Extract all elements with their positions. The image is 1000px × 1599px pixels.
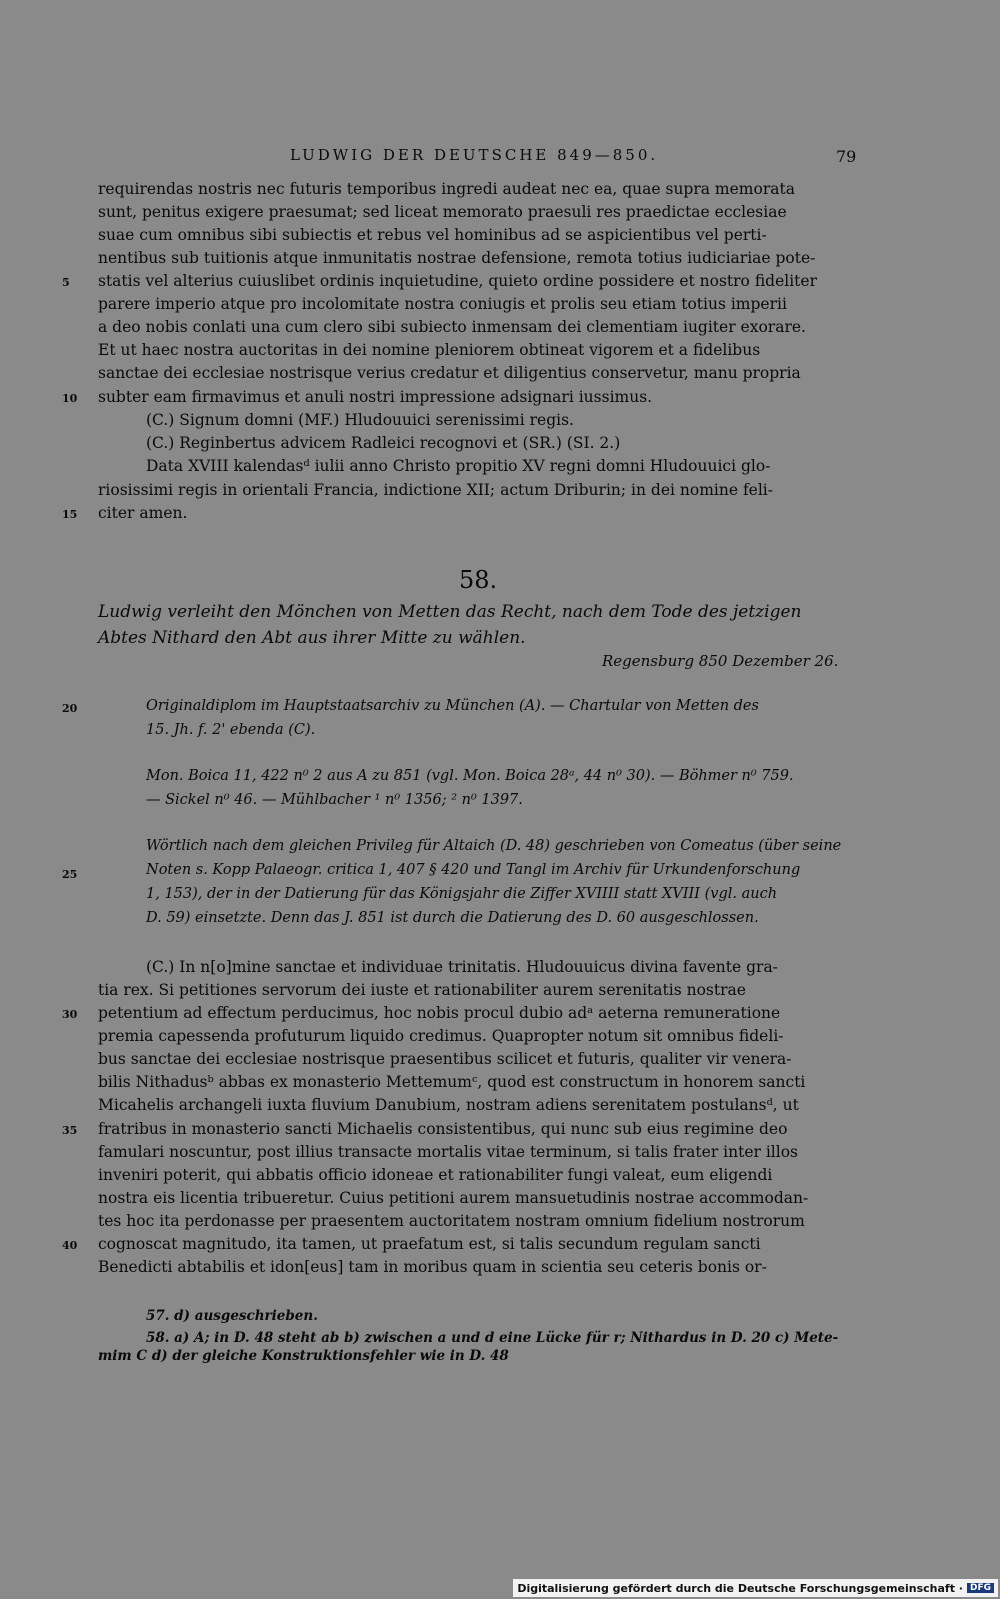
note-line: Mon. Boica 11, 422 n⁰ 2 aus A zu 851 (vgl. Mon. Boica 28ᵃ, 44 n⁰ 30). — Böhmer n⁰ 759. (146, 768, 794, 784)
line-number: 35 (62, 1124, 78, 1137)
page-number: 79 (836, 147, 857, 166)
note-line: 15. Jh. f. 2' ebenda (C). (146, 722, 316, 738)
line-number: 15 (62, 508, 78, 521)
running-header (0, 146, 1000, 170)
body-line: Micahelis archangeli iuxta fluvium Danubium, nostram adiens serenitatem postulansᵈ, ut (98, 1096, 799, 1114)
credit-text: Digitalisierung gefördert durch die Deutsche Forschungsgemeinschaft · (517, 1581, 963, 1595)
regest-title: Ludwig verleiht den Mönchen von Metten das Recht, nach dem Tode des jetzigen (98, 602, 802, 622)
body-line: tes hoc ita perdonasse per praesentem auctoritatem nostram omnium fidelium nostrorum (98, 1212, 805, 1230)
dfg-logo: DFG (967, 1583, 994, 1593)
body-line: nostra eis licentia tribueretur. Cuius petitioni aurem mansuetudinis nostrae accommodan- (98, 1189, 809, 1207)
body-line: Benedicti abtabilis et idon[eus] tam in moribus quam in scientia seu ceteris bonis or- (98, 1258, 767, 1276)
text-line: sunt, penitus exigere praesumat; sed liceat memorato praesuli res praedictae ecclesiae (98, 203, 787, 221)
body-line: premia capessenda profuturum liquido credimus. Quapropter notum sit omnibus fideli- (98, 1027, 784, 1045)
body-line: inveniri poterit, qui abbatis officio idoneae et rationabiliter fungi valeat, eum eligendi (98, 1166, 773, 1184)
place-date: Regensburg 850 Dezember 26. (602, 652, 839, 670)
body-line: bilis Nithadusᵇ abbas ex monasterio Mettemumᶜ, quod est constructum in honorem sancti (98, 1073, 806, 1091)
line-number: 10 (62, 392, 78, 405)
note-line: — Sickel n⁰ 46. — Mühlbacher ¹ n⁰ 1356; ² n⁰ 1397. (146, 792, 523, 808)
regest-title: Abtes Nithard den Abt aus ihrer Mitte zu wählen. (98, 628, 526, 648)
note-line: Originaldiplom im Hauptstaatsarchiv zu München (A). — Chartular von Metten des (146, 698, 759, 714)
body-line: cognoscat magnitudo, ita tamen, ut praefatum est, si talis secundum regulam sancti (98, 1235, 761, 1253)
footnote: 57. d) ausgeschrieben. (146, 1308, 318, 1324)
header-title: LUDWIG DER DEUTSCHE 849—850. (290, 146, 659, 164)
text-line: Et ut haec nostra auctoritas in dei nomine pleniorem obtineat vigorem et a fidelibus (98, 341, 761, 359)
note-line: Wörtlich nach dem gleichen Privileg für Altaich (D. 48) geschrieben von Comeatus (über seine (146, 838, 842, 854)
line-number: 30 (62, 1008, 78, 1021)
body-line: fratribus in monasterio sancti Michaelis consistentibus, qui nunc sub eius regimine deo (98, 1120, 788, 1138)
text-line: subter eam firmavimus et anuli nostri impressione adsignari iussimus. (98, 388, 653, 406)
text-line: requirendas nostris nec futuris temporibus ingredi audeat nec ea, quae supra memorata (98, 180, 795, 198)
text-line: suae cum omnibus sibi subiectis et rebus vel hominibus ad se aspicientibus vel perti- (98, 226, 767, 244)
text-line: nentibus sub tuitionis atque inmunitatis nostrae defensione, remota totius iudiciariae pote- (98, 249, 816, 267)
line-number: 40 (62, 1239, 78, 1252)
data-line: Data XVIII kalendasᵈ iulii anno Christo propitio XV regni domni Hludouuici glo- (146, 457, 771, 475)
text-line: riosissimi regis in orientali Francia, indictione XII; actum Driburin; in dei nomine feli- (98, 481, 773, 499)
body-line: famulari noscuntur, post illius transacte mortalis vitae terminum, si talis frater inter illos (98, 1143, 798, 1161)
footnote: 58. a) A; in D. 48 steht ab b) zwischen a und d eine Lücke für r; Nithardus in D. 20 c) Mete- (146, 1330, 839, 1346)
text-line: a deo nobis conlati una cum clero sibi subiecto inmensam dei clementiam iugiter exorare. (98, 318, 806, 336)
body-line: bus sanctae dei ecclesiae nostrisque praesentibus scilicet et futuris, qualiter vir venera- (98, 1050, 792, 1068)
note-line: 1, 153), der in der Datierung für das Königsjahr die Ziffer XVIIII statt XVIII (vgl. auch (146, 886, 778, 902)
body-line: tia rex. Si petitiones servorum dei iuste et rationabiliter aurem serenitatis nostrae (98, 981, 746, 999)
note-line: D. 59) einsetzte. Denn das J. 851 ist durch die Datierung des D. 60 ausgeschlossen. (146, 910, 759, 926)
text-line: sanctae dei ecclesiae nostrisque verius credatur et diligentius conservetur, manu propria (98, 364, 801, 382)
digitization-credit (513, 1579, 998, 1597)
body-line: (C.) In n[o]mine sanctae et individuae trinitatis. Hludouuicus divina favente gra- (146, 958, 778, 976)
body-line: petentium ad effectum perducimus, hoc nobis procul dubio adᵃ aeterna remuneratione (98, 1004, 781, 1022)
document-number: 58. (459, 566, 498, 594)
footnote: mim C d) der gleiche Konstruktionsfehler wie in D. 48 (98, 1348, 509, 1364)
signum-line: (C.) Signum domni (MF.) Hludouuici serenissimi regis. (146, 411, 574, 429)
text-line: parere imperio atque pro incolomitate nostra coniugis et prolis seu etiam totius imperii (98, 295, 787, 313)
text-line: statis vel alterius cuiuslibet ordinis inquietudine, quieto ordine possidere et nostro fideliter (98, 272, 817, 290)
text-line: citer amen. (98, 504, 188, 522)
note-line: Noten s. Kopp Palaeogr. critica 1, 407 § 420 und Tangl im Archiv für Urkundenforschung (146, 862, 801, 878)
line-number: 20 (62, 702, 78, 715)
recognition-line: (C.) Reginbertus advicem Radleici recognovi et (SR.) (SI. 2.) (146, 434, 621, 452)
line-number: 5 (62, 276, 70, 289)
line-number: 25 (62, 868, 78, 881)
